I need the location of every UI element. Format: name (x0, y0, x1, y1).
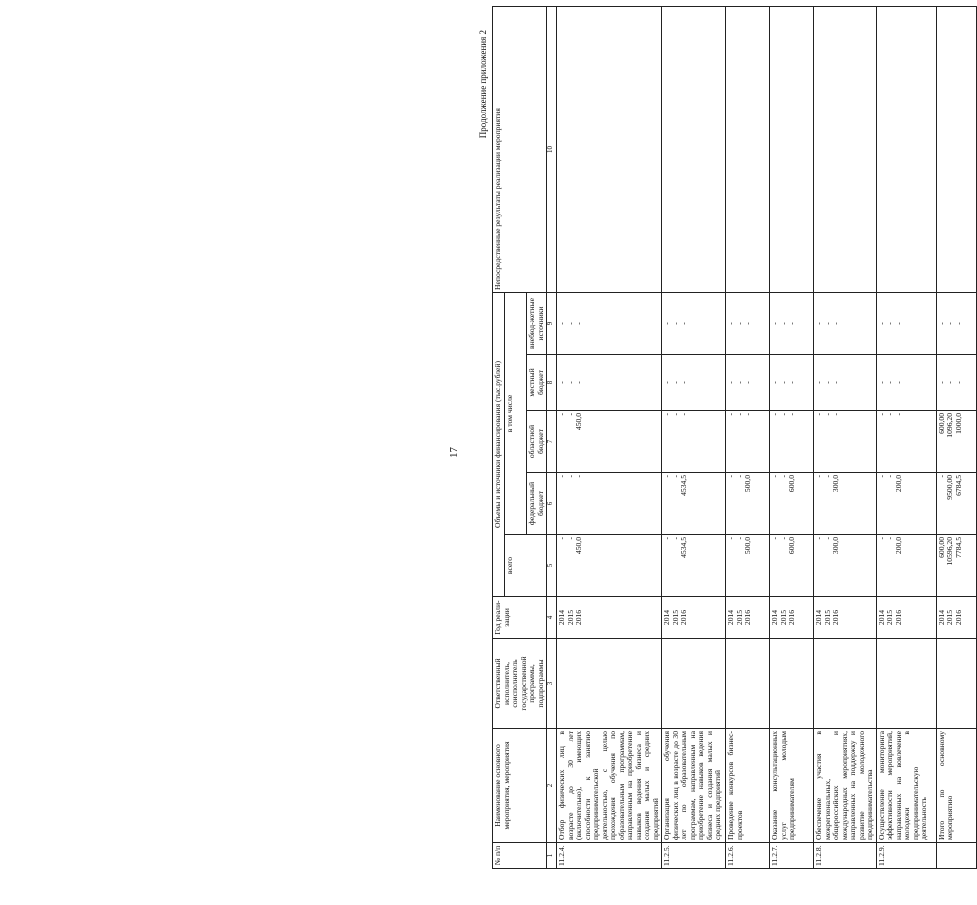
regional-cell-value: - (885, 413, 894, 416)
local-cell-value: - (936, 381, 946, 384)
year-cell-value: 2015 (885, 609, 894, 626)
offbudget-cell-value: - (822, 322, 832, 325)
offbudget-cell-value: - (893, 322, 903, 325)
row-number (936, 843, 976, 869)
year-cell-value: 2016 (953, 609, 963, 626)
header-num: № п/п (493, 843, 547, 869)
regional-cell-value: - (743, 413, 752, 416)
regional-cell-value: - (770, 413, 779, 416)
total-cell-value: - (734, 537, 744, 540)
offbudget-cell-value: - (565, 322, 575, 325)
federal-cell-value: - (778, 475, 788, 478)
table-body (557, 6, 977, 868)
federal-cell (557, 473, 662, 535)
year-cell-value: 2014 (936, 609, 946, 626)
total-cell-value: - (565, 537, 575, 540)
results-cell (770, 6, 814, 292)
total-cell (770, 535, 814, 597)
executor-cell (557, 639, 662, 729)
year-cell (936, 597, 976, 639)
header-regional: областной бюджет (527, 411, 547, 473)
header-results: Непосредственные результаты реализации мероприятия (493, 6, 547, 292)
row-number: 11.2.4. (557, 843, 662, 869)
local-cell-value: - (831, 381, 840, 384)
results-cell (936, 6, 976, 292)
total-cell (876, 535, 936, 597)
regional-cell-value: 1096,20 (945, 413, 954, 438)
local-cell-value: - (565, 381, 575, 384)
col-number: 10 (547, 6, 557, 292)
total-cell-value: - (778, 537, 788, 540)
total-cell-value: 600,0 (787, 537, 796, 555)
federal-cell-value: 9500,00 (945, 475, 954, 500)
federal-cell-value: - (726, 475, 735, 478)
total-cell-value: 200,0 (893, 537, 903, 555)
total-cell-value: 500,0 (743, 537, 752, 555)
year-cell-value: 2014 (557, 609, 566, 626)
year-cell-value: 2014 (662, 609, 671, 626)
measure-name: Обеспечение участия в межрегиональных, общероссийских и международных мероприятиях, направленных на поддержку и развитие молодежного предпринимательства (814, 729, 877, 843)
federal-cell (662, 473, 726, 535)
local-cell-value: - (557, 381, 566, 384)
table-row (726, 6, 770, 868)
federal-cell-value: 6784,5 (953, 475, 963, 496)
federal-cell-value: - (557, 475, 566, 478)
total-cell-value: - (814, 537, 823, 540)
offbudget-cell-value: - (734, 322, 744, 325)
col-number: 5 (547, 535, 557, 597)
local-cell-value: - (679, 381, 688, 384)
local-cell (662, 355, 726, 411)
federal-cell (770, 473, 814, 535)
offbudget-cell-value: - (770, 322, 779, 325)
federal-cell-value: - (662, 475, 671, 478)
executor-cell (662, 639, 726, 729)
local-cell-value: - (953, 381, 963, 384)
col-number: 3 (547, 639, 557, 729)
table-row (814, 6, 877, 868)
offbudget-cell-value: - (662, 322, 671, 325)
offbudget-cell (936, 292, 976, 354)
regional-cell (662, 411, 726, 473)
header-name: Наименование основного мероприятия, мероприятия (493, 729, 547, 843)
local-cell-value: - (787, 381, 796, 384)
year-cell (726, 597, 770, 639)
col-number: 9 (547, 292, 557, 354)
federal-cell (814, 473, 877, 535)
year-cell-value: 2014 (726, 609, 735, 626)
local-cell-value: - (662, 381, 671, 384)
federal-cell (726, 473, 770, 535)
regional-cell-value: - (734, 413, 744, 416)
executor-cell (936, 639, 976, 729)
regional-cell-value: - (822, 413, 832, 416)
offbudget-cell (814, 292, 877, 354)
offbudget-cell-value: - (885, 322, 894, 325)
federal-cell-value: - (565, 475, 575, 478)
measure-name: Итого по основному мероприятию (936, 729, 976, 843)
total-cell (557, 535, 662, 597)
federal-cell (876, 473, 936, 535)
executor-cell (726, 639, 770, 729)
local-cell-value: - (743, 381, 752, 384)
total-cell-value: 10596,20 (945, 537, 954, 566)
local-cell-value: - (670, 381, 680, 384)
year-cell (814, 597, 877, 639)
year-cell-value: 2016 (787, 609, 796, 626)
year-cell-value: 2016 (893, 609, 903, 626)
header-incl: в том числе (504, 292, 527, 534)
year-cell-value: 2016 (574, 609, 583, 626)
financing-table (492, 6, 977, 869)
regional-cell-value: - (662, 413, 671, 416)
year-cell-value: 2016 (743, 609, 752, 626)
regional-cell (936, 411, 976, 473)
federal-cell-value: 300,0 (831, 475, 840, 493)
local-cell-value: - (814, 381, 823, 384)
total-cell (726, 535, 770, 597)
results-cell (662, 6, 726, 292)
row-number: 11.2.8. (814, 843, 877, 869)
local-cell-value: - (726, 381, 735, 384)
offbudget-cell-value: - (743, 322, 752, 325)
local-cell (557, 355, 662, 411)
row-number: 11.2.7. (770, 843, 814, 869)
total-cell-value: 450,0 (574, 537, 583, 555)
local-cell-value: - (876, 381, 886, 384)
col-number: 1 (547, 843, 557, 869)
year-cell-value: 2016 (831, 609, 840, 626)
regional-cell (876, 411, 936, 473)
local-cell-value: - (574, 381, 583, 384)
total-cell-value: - (726, 537, 735, 540)
year-cell-value: 2015 (945, 609, 954, 626)
table-row (557, 6, 662, 868)
offbudget-cell (876, 292, 936, 354)
header-local: местный бюджет (527, 355, 547, 411)
appendix-label: Продолжение приложения 2 (478, 30, 488, 139)
executor-cell (876, 639, 936, 729)
col-number: 8 (547, 355, 557, 411)
total-cell-value: - (822, 537, 832, 540)
header-total: всего (504, 535, 547, 597)
federal-cell-value: 600,0 (787, 475, 796, 493)
federal-cell-value: - (822, 475, 832, 478)
col-number: 2 (547, 729, 557, 843)
total-cell (662, 535, 726, 597)
offbudget-cell-value: - (778, 322, 788, 325)
local-cell-value: - (770, 381, 779, 384)
federal-cell-value: - (876, 475, 886, 478)
year-cell-value: 2015 (734, 609, 744, 626)
year-cell-value: 2016 (679, 609, 688, 626)
total-cell (936, 535, 976, 597)
table-row (662, 6, 726, 868)
federal-cell-value: - (770, 475, 779, 478)
regional-cell (770, 411, 814, 473)
col-number: 6 (547, 473, 557, 535)
total-cell-value: 600,00 (936, 537, 946, 558)
year-cell (662, 597, 726, 639)
offbudget-cell (770, 292, 814, 354)
federal-cell-value: - (574, 475, 583, 478)
total-cell-value: - (885, 537, 894, 540)
local-cell (814, 355, 877, 411)
regional-cell-value: - (557, 413, 566, 416)
offbudget-cell (662, 292, 726, 354)
total-cell (814, 535, 877, 597)
local-cell (876, 355, 936, 411)
regional-cell-value: 450,0 (574, 413, 583, 431)
local-cell (770, 355, 814, 411)
regional-cell (557, 411, 662, 473)
header-row-1 (493, 6, 505, 868)
local-cell-value: - (822, 381, 832, 384)
regional-cell-value: - (679, 413, 688, 416)
measure-name: Отбор физических лиц в возрасте до 30 лет (включительно), имеющих способности к занятию предпринимательской деятельностью, с целью прохождения обучения по образовательным программам, направленным на приобретение навыков ведения бизнеса и создания малых и средних предприятий (557, 729, 662, 843)
regional-cell-value: 1000,0 (953, 413, 963, 434)
federal-cell-value: 4534,5 (679, 475, 688, 496)
offbudget-cell-value: - (953, 322, 963, 325)
regional-cell (726, 411, 770, 473)
table-row (876, 6, 936, 868)
header-federal: федеральный бюджет (527, 473, 547, 535)
year-cell-value: 2015 (822, 609, 832, 626)
regional-cell-value: - (831, 413, 840, 416)
executor-cell (770, 639, 814, 729)
year-cell-value: 2014 (814, 609, 823, 626)
executor-cell (814, 639, 877, 729)
regional-cell-value: - (726, 413, 735, 416)
regional-cell (814, 411, 877, 473)
regional-cell-value: - (565, 413, 575, 416)
header-executor: Ответственный исполнитель, соисполнитель государственной программы, подпрограммы (493, 639, 547, 729)
federal-cell-value: 500,0 (743, 475, 752, 493)
offbudget-cell-value: - (679, 322, 688, 325)
total-cell-value: 300,0 (831, 537, 840, 555)
year-cell-value: 2014 (876, 609, 886, 626)
offbudget-cell-value: - (936, 322, 946, 325)
federal-cell-value: 200,0 (893, 475, 903, 493)
total-cell-value: - (670, 537, 680, 540)
total-cell-value: - (662, 537, 671, 540)
measure-name: Организация обучения физических лиц в возрасте до 30 лет по образовательным программам, направленным на приобретение навыков ведения бизнеса и создания малых и средних предприятий (662, 729, 726, 843)
row-number: 11.2.5. (662, 843, 726, 869)
col-number: 7 (547, 411, 557, 473)
regional-cell-value: - (814, 413, 823, 416)
offbudget-cell (726, 292, 770, 354)
federal-cell-value: - (670, 475, 680, 478)
total-cell-value: - (770, 537, 779, 540)
page-number: 17 (448, 447, 460, 458)
header-finance: Объемы и источники финансирования (тыс.рублей) (493, 292, 505, 596)
federal-cell-value: - (734, 475, 744, 478)
offbudget-cell-value: - (670, 322, 680, 325)
offbudget-cell-value: - (876, 322, 886, 325)
year-cell-value: 2015 (670, 609, 680, 626)
federal-cell-value: - (814, 475, 823, 478)
regional-cell-value: - (893, 413, 903, 416)
regional-cell-value: - (876, 413, 886, 416)
federal-cell (936, 473, 976, 535)
regional-cell-value: - (670, 413, 680, 416)
local-cell (936, 355, 976, 411)
total-cell-value: - (557, 537, 566, 540)
local-cell-value: - (778, 381, 788, 384)
results-cell (557, 6, 662, 292)
year-cell-value: 2015 (565, 609, 575, 626)
offbudget-cell-value: - (787, 322, 796, 325)
total-cell-value: 4534,5 (679, 537, 688, 558)
federal-cell-value: - (885, 475, 894, 478)
row-number: 11.2.6. (726, 843, 770, 869)
column-number-row (547, 6, 557, 868)
measure-name: Проведение конкурсов бизнес-проектов (726, 729, 770, 843)
local-cell-value: - (945, 381, 954, 384)
total-cell-value: 7784,5 (953, 537, 963, 558)
offbudget-cell-value: - (726, 322, 735, 325)
local-cell-value: - (893, 381, 903, 384)
results-cell (726, 6, 770, 292)
year-cell-value: 2014 (770, 609, 779, 626)
row-number: 11.2.9. (876, 843, 936, 869)
federal-cell-value: - (936, 475, 946, 478)
table-row (936, 6, 976, 868)
year-cell (557, 597, 662, 639)
local-cell (726, 355, 770, 411)
table-row (770, 6, 814, 868)
results-cell (876, 6, 936, 292)
total-cell-value: - (876, 537, 886, 540)
offbudget-cell-value: - (814, 322, 823, 325)
header-offbudget: внебюд-жетные источники (527, 292, 547, 354)
offbudget-cell-value: - (574, 322, 583, 325)
year-cell (770, 597, 814, 639)
year-cell-value: 2015 (778, 609, 788, 626)
header-year: Год реали-зации (493, 597, 547, 639)
offbudget-cell-value: - (831, 322, 840, 325)
offbudget-cell-value: - (557, 322, 566, 325)
local-cell-value: - (734, 381, 744, 384)
measure-name: Осуществление мониторинга эффективности мероприятий, направленных на вовлечение молодежи в предпринимательскую деятельность (876, 729, 936, 843)
regional-cell-value: - (787, 413, 796, 416)
local-cell-value: - (885, 381, 894, 384)
regional-cell-value: 600,00 (936, 413, 946, 434)
offbudget-cell (557, 292, 662, 354)
offbudget-cell-value: - (945, 322, 954, 325)
col-number: 4 (547, 597, 557, 639)
results-cell (814, 6, 877, 292)
regional-cell-value: - (778, 413, 788, 416)
measure-name: Оказание консультационных услуг молодым предпринимателям (770, 729, 814, 843)
year-cell (876, 597, 936, 639)
